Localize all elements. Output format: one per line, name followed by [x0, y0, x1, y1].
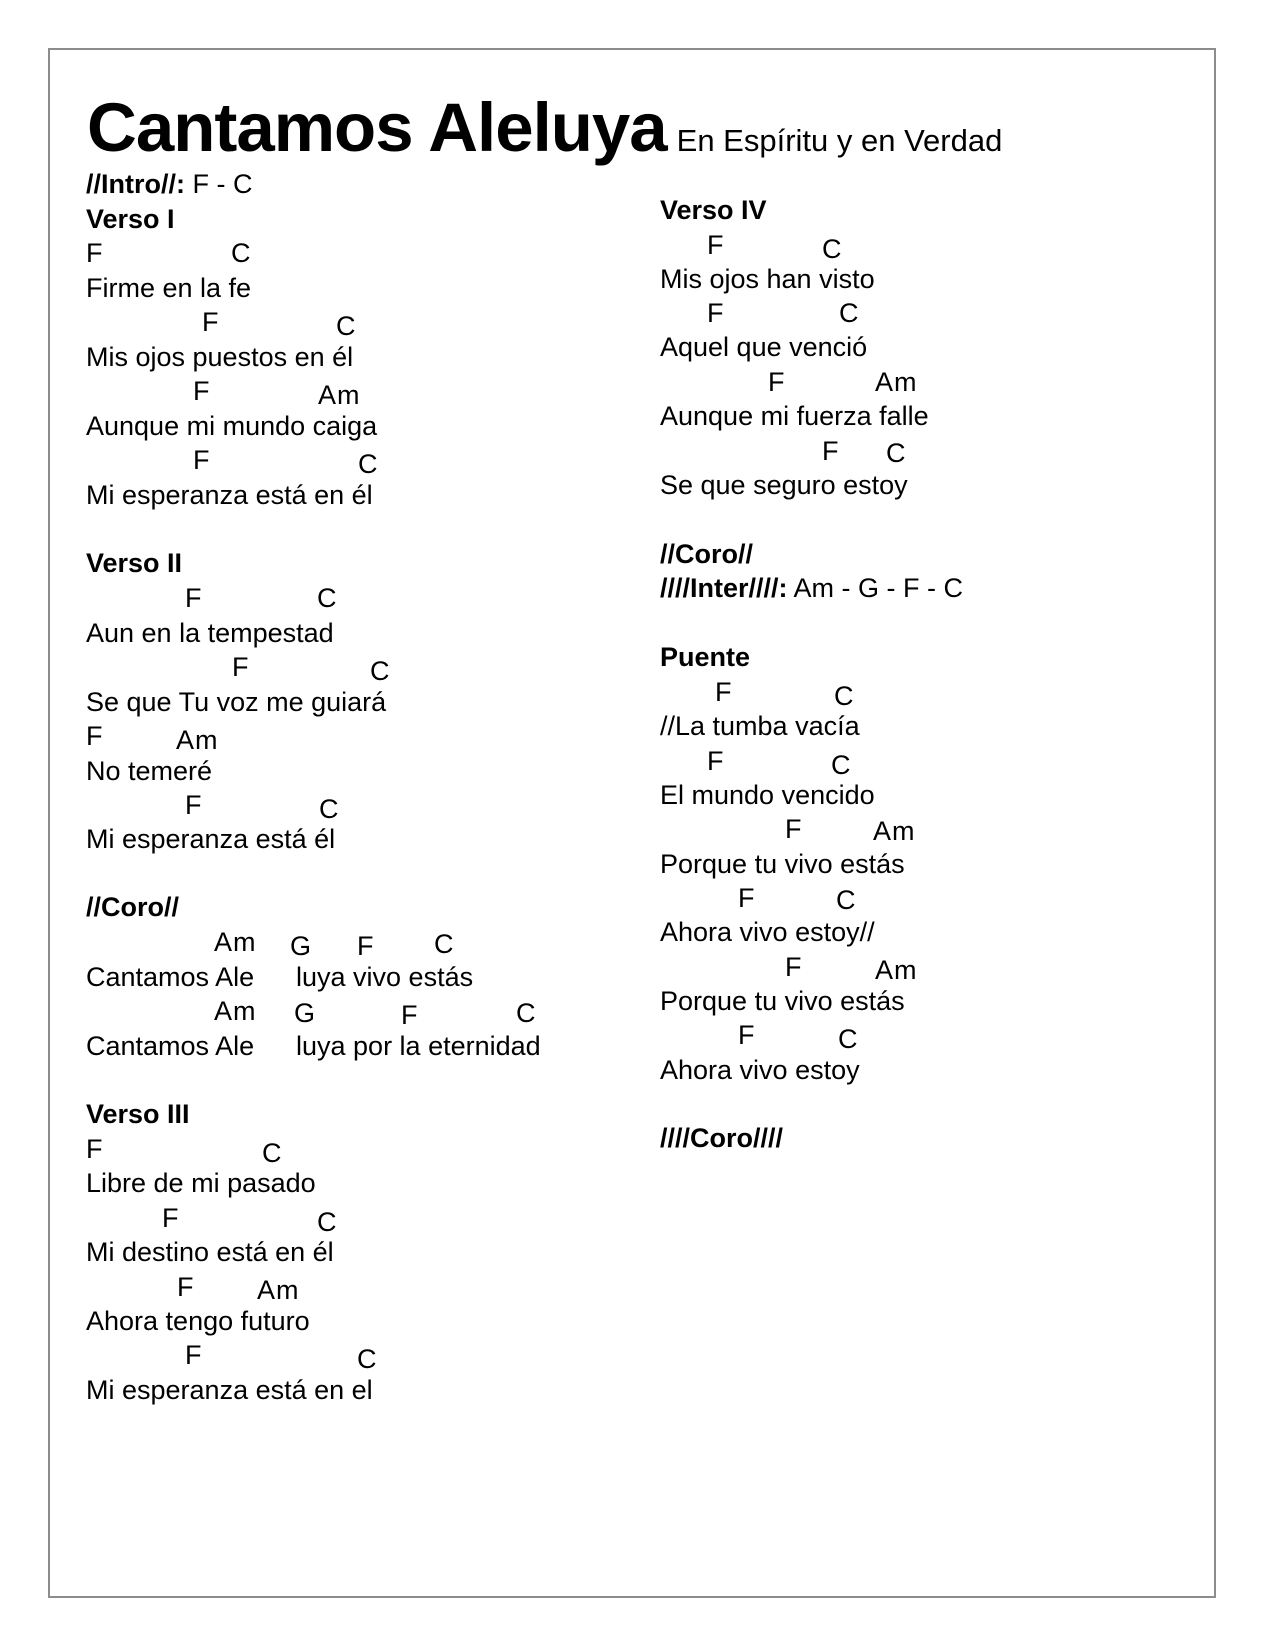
- puente-header: Puente: [660, 642, 751, 672]
- inter-label: ////Inter////:: [660, 573, 788, 603]
- chord: F: [232, 652, 249, 682]
- lyric-line: Mi esperanza está en el: [86, 1375, 373, 1405]
- lyric-line: luya vivo estás: [296, 962, 474, 992]
- lyric-line: Porque tu vivo estás: [660, 986, 905, 1016]
- chord: Am: [873, 816, 916, 846]
- chord: C: [336, 311, 356, 341]
- chord: C: [834, 681, 854, 711]
- lyric-line: Mis ojos puestos en él: [86, 342, 354, 372]
- chord: C: [839, 298, 859, 328]
- chord: F: [162, 1203, 179, 1233]
- chord: F: [357, 931, 374, 961]
- lyric-line: Ahora tengo futuro: [86, 1306, 310, 1336]
- lyric-line: Se que Tu voz me guiará: [86, 687, 387, 717]
- chord: C: [357, 1344, 377, 1374]
- chord: C: [831, 750, 851, 780]
- chord: F: [185, 790, 202, 820]
- intro-label: //Intro//:: [86, 169, 185, 199]
- chord: C: [516, 998, 536, 1028]
- lyric-line: Firme en la fe: [86, 273, 252, 303]
- verso2-header: Verso II: [86, 548, 183, 578]
- chord: F: [738, 883, 755, 913]
- chord: F: [768, 367, 785, 397]
- lyric-line: Aunque mi mundo caiga: [86, 411, 378, 441]
- chord: G: [290, 931, 312, 961]
- coro-label: //Coro//: [660, 539, 753, 569]
- chord: C: [836, 885, 856, 915]
- chord: C: [886, 438, 906, 468]
- chord: Am: [214, 927, 257, 957]
- chord: F: [193, 376, 210, 406]
- chord: F: [86, 1134, 103, 1164]
- chord: F: [202, 307, 219, 337]
- chord: F: [185, 583, 202, 613]
- chord: Am: [875, 367, 918, 397]
- chord: F: [707, 230, 724, 260]
- chord: F: [86, 238, 103, 268]
- song-header: [87, 88, 1002, 167]
- lyric-line: Aunque mi fuerza falle: [660, 401, 929, 431]
- chord: F: [738, 1020, 755, 1050]
- coro-header: //Coro//: [86, 892, 179, 922]
- inter-line: [660, 572, 963, 604]
- intro-chords: F - C: [184, 169, 253, 199]
- verso4-header: Verso IV: [660, 195, 767, 225]
- chord: F: [401, 1000, 418, 1030]
- chord: Am: [214, 996, 257, 1026]
- lyric-line: No temeré: [86, 756, 213, 786]
- lyric-line: Mi destino está en él: [86, 1237, 334, 1267]
- chord: G: [294, 998, 316, 1028]
- lyric-line: Cantamos Ale: [86, 1031, 255, 1061]
- chord: F: [177, 1272, 194, 1302]
- lyric-line: Ahora vivo estoy: [660, 1055, 860, 1085]
- chord: C: [434, 929, 454, 959]
- chord: C: [317, 1207, 337, 1237]
- lyric-line: Aquel que venció: [660, 332, 868, 362]
- chord: Am: [875, 955, 918, 985]
- lyric-line: Ahora vivo estoy//: [660, 917, 875, 947]
- lyric-line: Se que seguro estoy: [660, 470, 908, 500]
- chord: F: [707, 746, 724, 776]
- inter-chords: Am - G - F - C: [787, 573, 964, 603]
- lyric-line: luya por la eternidad: [296, 1031, 541, 1061]
- chord: C: [358, 449, 378, 479]
- song-subtitle: En Espíritu y en Verdad: [676, 123, 1003, 158]
- lyric-line: Aun en la tempestad: [86, 618, 334, 648]
- chord: F: [785, 814, 802, 844]
- chord: Am: [318, 380, 361, 410]
- lyric-line: Libre de mi pasado: [86, 1168, 316, 1198]
- chord: F: [193, 445, 210, 475]
- chord: Am: [257, 1275, 300, 1305]
- lyric-line: //La tumba vacía: [660, 711, 860, 741]
- chord: C: [317, 583, 337, 613]
- lyric-line: Mi esperanza está él: [86, 824, 336, 854]
- chord: C: [370, 656, 390, 686]
- chord: C: [838, 1024, 858, 1054]
- lyric-line: Cantamos Ale: [86, 962, 255, 992]
- chord: F: [185, 1340, 202, 1370]
- lyric-line: El mundo vencido: [660, 780, 875, 810]
- lyric-line: Mi esperanza está en él: [86, 480, 373, 510]
- chord: F: [86, 721, 103, 751]
- chord: Am: [176, 725, 219, 755]
- chord: C: [822, 234, 842, 264]
- chord: C: [319, 794, 339, 824]
- chord: F: [822, 436, 839, 466]
- verso3-header: Verso III: [86, 1099, 190, 1129]
- lyric-line: Porque tu vivo estás: [660, 849, 905, 879]
- chord: C: [262, 1138, 282, 1168]
- chord: C: [231, 238, 251, 268]
- song-title: Cantamos Aleluya: [87, 89, 667, 166]
- coro-final-label: ////Coro////: [660, 1123, 784, 1153]
- intro-line: [86, 168, 252, 200]
- chord: F: [707, 298, 724, 328]
- chord: F: [785, 952, 802, 982]
- verso1-header: Verso I: [86, 204, 175, 234]
- lyric-line: Mis ojos han visto: [660, 264, 875, 294]
- chord: F: [715, 677, 732, 707]
